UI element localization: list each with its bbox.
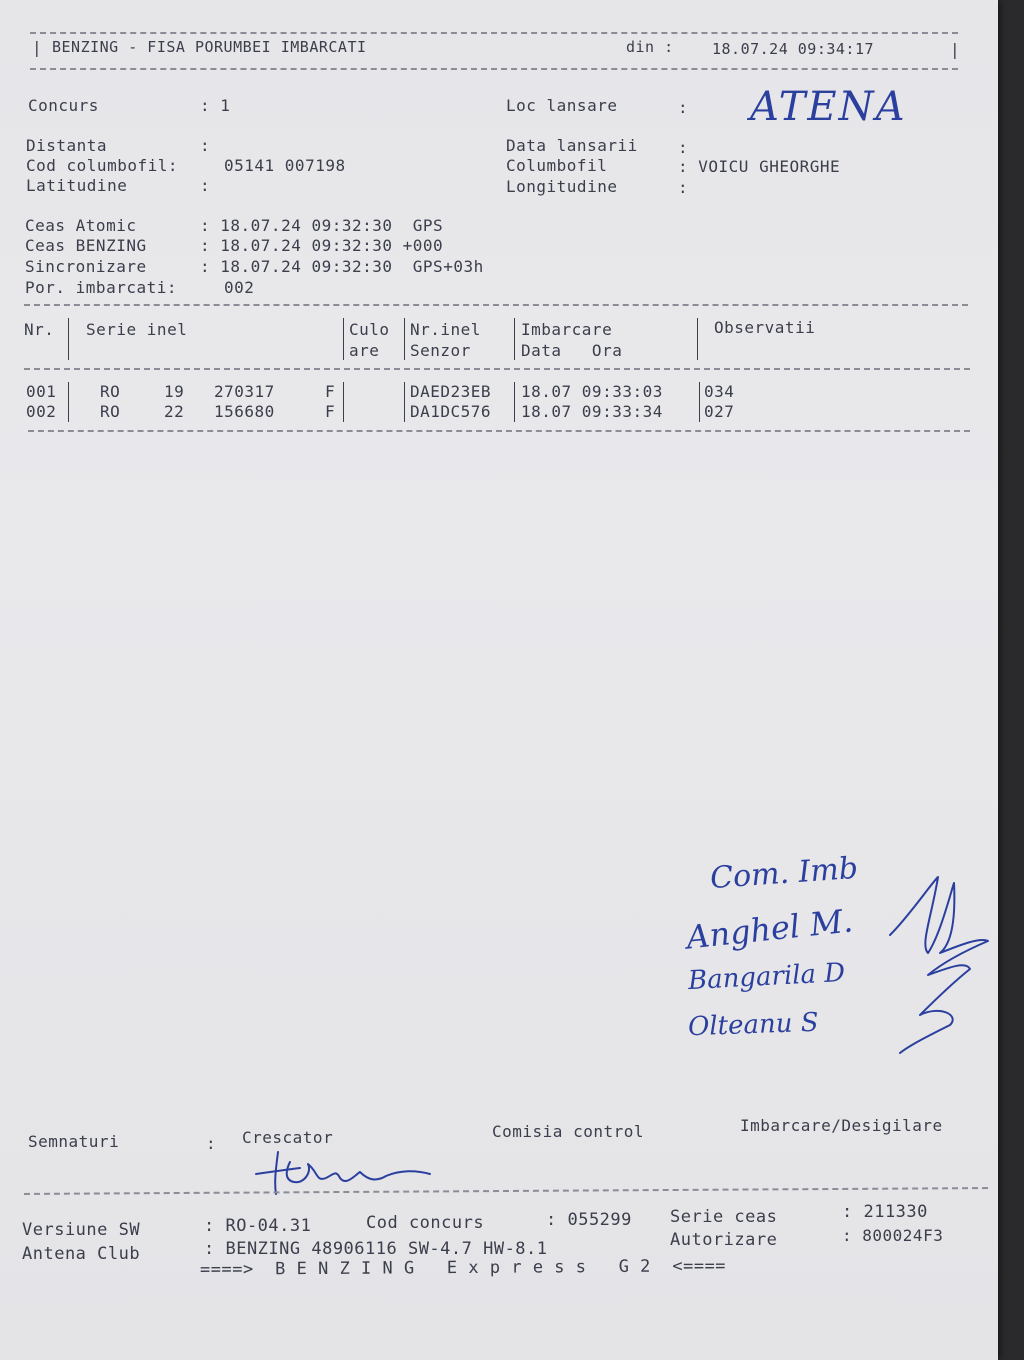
sincronizare-label: Sincronizare	[25, 257, 147, 276]
col-header-imbarcare-1: Imbarcare	[521, 320, 613, 339]
col-divider	[68, 318, 69, 360]
row-sex: F	[325, 402, 336, 421]
commission-signature-scribble	[880, 875, 990, 1055]
header-datetime: 18.07.24 09:34:17	[712, 40, 875, 58]
semnaturi-colon: :	[206, 1134, 217, 1153]
footer-top-rule	[24, 1187, 988, 1195]
semnaturi-label: Semnaturi	[28, 1132, 120, 1151]
col-divider	[514, 318, 515, 360]
col-divider	[404, 318, 405, 360]
sincronizare-value: : 18.07.24 09:32:30 GPS+03h	[200, 257, 484, 276]
row-data-ora: 18.07 09:33:34	[521, 402, 663, 421]
table-top-rule	[24, 304, 968, 306]
columbofil-value: : VOICU GHEORGHE	[678, 157, 841, 176]
row-senzor: DA1DC576	[410, 402, 492, 421]
cod-concurs-value: : 055299	[546, 1210, 632, 1230]
header-din-label: din :	[626, 38, 674, 56]
col-divider	[343, 318, 344, 360]
ceas-benzing-value: : 18.07.24 09:32:30 +000	[200, 236, 444, 255]
col-divider	[343, 382, 344, 422]
antena-club-label: Antena Club	[22, 1244, 141, 1264]
handwritten-commission-title: Com. Imb	[708, 850, 860, 897]
table-bottom-rule	[28, 430, 970, 432]
row-observatii: 034	[704, 382, 735, 401]
concurs-value: : 1	[200, 96, 231, 115]
autorizare-value: : 800024F3	[842, 1226, 944, 1245]
col-header-nrinel-1: Nr.inel	[410, 320, 481, 339]
header-title: BENZING - FISA PORUMBEI IMBARCATI	[52, 38, 367, 56]
loc-lansare-colon: :	[678, 98, 689, 117]
cod-concurs-label: Cod concurs	[366, 1213, 485, 1233]
ceas-benzing-label: Ceas BENZING	[25, 236, 147, 255]
concurs-label: Concurs	[28, 96, 99, 115]
col-divider	[699, 382, 700, 422]
row-sex: F	[325, 382, 336, 401]
versiune-sw-label: Versiune SW	[22, 1220, 141, 1240]
autorizare-label: Autorizare	[670, 1230, 778, 1250]
handwritten-commission-member-3: Olteanu S	[687, 1007, 820, 1043]
header-left-bar: |	[32, 38, 43, 57]
porumbei-imbarcati-label: Por. imbarcati:	[25, 278, 177, 297]
versiune-sw-value: : RO-04.31	[204, 1216, 312, 1236]
header-top-rule	[30, 32, 958, 34]
distanta-label: Distanta	[26, 136, 108, 155]
row-an: 22	[164, 402, 185, 421]
distanta-colon: :	[200, 136, 211, 155]
header-bottom-rule	[30, 68, 958, 70]
crescator-label: Crescator	[242, 1128, 334, 1147]
handwritten-commission-member-1: Anghel M.	[684, 901, 855, 957]
data-lansarii-colon: :	[678, 138, 689, 157]
col-header-culoare-2: are	[349, 341, 380, 360]
serie-ceas-value: : 211330	[842, 1202, 928, 1222]
col-header-nr: Nr.	[24, 320, 55, 339]
table-header-rule	[24, 368, 970, 370]
col-header-serie: Serie inel	[86, 320, 188, 339]
loc-lansare-handwritten: ATENA	[750, 84, 907, 130]
latitudine-label: Latitudine	[26, 176, 128, 195]
cod-columbofil-value: 05141 007198	[224, 156, 346, 175]
header-right-bar: |	[950, 40, 961, 59]
row-nr: 001	[26, 382, 57, 401]
row-observatii: 027	[704, 402, 735, 421]
row-serie: 156680	[214, 402, 275, 421]
ceas-atomic-label: Ceas Atomic	[25, 216, 137, 235]
row-tara: RO	[100, 382, 121, 401]
benzing-express-banner: ====> B E N Z I N G E x p r e s s G 2 <====	[199, 1256, 727, 1280]
row-nr: 002	[26, 402, 57, 421]
row-tara: RO	[100, 402, 121, 421]
col-divider	[514, 382, 515, 422]
row-data-ora: 18.07 09:33:03	[521, 382, 663, 401]
col-header-observatii: Observatii	[714, 318, 816, 337]
longitudine-colon: :	[678, 178, 689, 197]
row-an: 19	[164, 382, 185, 401]
loc-lansare-label: Loc lansare	[506, 96, 618, 115]
comisia-control-label: Comisia control	[492, 1122, 644, 1141]
cod-columbofil-label: Cod columbofil:	[26, 156, 178, 175]
latitudine-colon: :	[200, 176, 211, 195]
row-serie: 270317	[214, 382, 275, 401]
col-header-nrinel-2: Senzor	[410, 341, 471, 360]
col-divider	[404, 382, 405, 422]
porumbei-imbarcati-value: 002	[224, 278, 255, 297]
imbarcare-desigilare-label: Imbarcare/Desigilare	[740, 1116, 943, 1135]
col-divider	[697, 318, 698, 360]
serie-ceas-label: Serie ceas	[670, 1207, 778, 1227]
antena-club-value: : BENZING 48906116 SW-4.7 HW-8.1	[204, 1239, 548, 1259]
handwritten-commission-member-2: Bangarila D	[687, 957, 846, 997]
row-senzor: DAED23EB	[410, 382, 492, 401]
col-header-imbarcare-2: Data Ora	[521, 341, 623, 360]
longitudine-label: Longitudine	[506, 177, 618, 196]
columbofil-label: Columbofil	[506, 156, 608, 175]
data-lansarii-label: Data lansarii	[506, 136, 638, 155]
col-header-culoare-1: Culo	[349, 320, 390, 339]
col-divider	[68, 382, 69, 422]
ceas-atomic-value: : 18.07.24 09:32:30 GPS	[200, 216, 444, 235]
